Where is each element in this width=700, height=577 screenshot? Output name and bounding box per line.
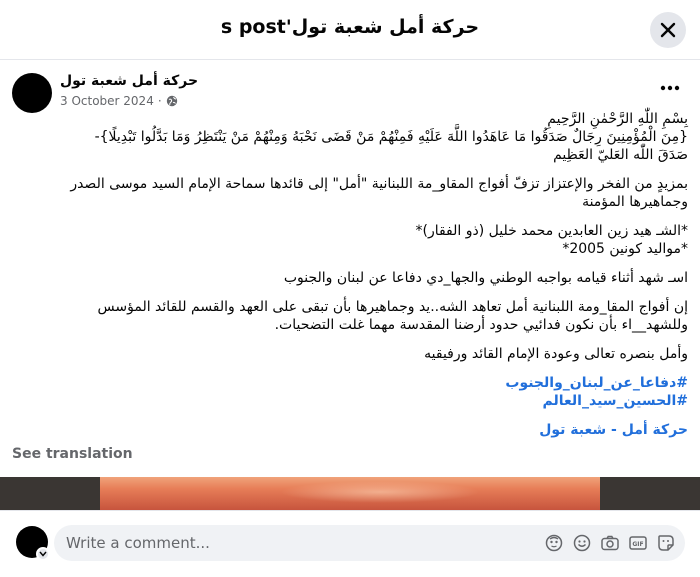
hashtag-link[interactable]: #الحسين_سيد_العالم (542, 393, 688, 409)
paragraph-prayer (14, 345, 688, 363)
sticker-icon[interactable] (657, 533, 675, 553)
page-tag-link[interactable]: حركة أمل - شعبة تول (539, 422, 688, 438)
pledge-line-2: وللشهد__اء بأن نكون فدائيي حدود أرضنا المقدسة مهما غلت التضحيات. (274, 317, 688, 333)
paragraph-quran (14, 110, 688, 164)
paragraph-martyrdom (14, 269, 688, 287)
close-button[interactable] (650, 12, 686, 48)
avatar-sticker-icon[interactable] (545, 533, 563, 553)
post-body (14, 110, 688, 450)
paragraph-announcement (14, 175, 688, 211)
paragraph-hashtags (14, 374, 688, 410)
author-avatar[interactable] (12, 73, 52, 113)
martyrdom-line: اسـ شهد أثناء قيامه بواجبه الوطني والجها_دي دفاعا عن لبنان والجنوب (283, 270, 688, 286)
hashtag-link[interactable]: #دفاعا_عن_لبنان_والجنوب (505, 375, 688, 391)
see-translation-link[interactable]: See translation (12, 446, 133, 462)
modal-title: حركة أمل شعبة تول's post (220, 16, 480, 38)
globe-icon[interactable] (166, 95, 178, 107)
chevron-down-icon (39, 551, 47, 557)
announcement-line-1: بمزيدٍ من الفخر والإعتزاز تزفّ أفواج المقاو_مة اللبنانية "أمل" إلى قائدها سماحة الإمام السيد موسى الصدر (70, 176, 688, 192)
modal-header (0, 0, 700, 60)
profile-switch-button[interactable] (36, 547, 50, 561)
birth-line: *مواليد كونين 2005* (562, 241, 688, 257)
paragraph-tag (14, 421, 688, 439)
comment-bar (0, 510, 700, 577)
post-date[interactable]: 3 October 2024 (60, 94, 154, 108)
paragraph-name (14, 222, 688, 258)
prayer-line: وأمل بنصره تعالى وعودة الإمام القائد ورفيقيه (424, 346, 688, 362)
gif-icon[interactable] (629, 533, 647, 553)
author-name[interactable]: حركة أمل شعبة تول (60, 73, 199, 89)
close-icon (660, 22, 676, 38)
comment-tools (545, 533, 675, 553)
emoji-icon[interactable] (573, 533, 591, 553)
post-meta (60, 94, 178, 108)
verse-line: {مِنَ الْمُؤْمِنِينَ رِجَالٌ صَدَقُوا مَا عَاهَدُوا اللَّهَ عَلَيْهِ فَمِنْهُمْ مَنْ قَضَى نَحْبَهُ وَمِنْهُمْ مَنْ يَنْتَظِرُ وَمَا بَدَّلُوا تَبْدِيلًا}- (94, 129, 688, 145)
svg-text:GIF: GIF (632, 541, 644, 548)
post-media[interactable] (0, 477, 700, 510)
pledge-line-1: إن أفواج المقا_ومة اللبنانية أمل تعاهد الشه..يد وجماهيرها بأن تبقى على العهد والقسم للقائد المؤسس (97, 299, 688, 315)
comment-input[interactable] (66, 525, 536, 561)
camera-icon[interactable] (601, 533, 619, 553)
comment-box[interactable] (54, 525, 685, 561)
more-options-button[interactable] (658, 78, 682, 98)
more-horizontal-icon (660, 85, 680, 91)
meta-separator: · (157, 94, 162, 108)
paragraph-pledge (14, 298, 688, 334)
sadaqa-line: صَدَقَ اللّٰه العَليّ العَظِيم (553, 147, 688, 163)
announcement-line-2: وجماهيرها المؤمنة (582, 194, 688, 210)
post-image[interactable] (100, 477, 600, 510)
name-line: *الشـ هيد زين العابدين محمد خليل (ذو الفقار)* (415, 223, 688, 239)
basmala-line: بِسْمِ اللّٰهِ الرَّحْمٰنِ الرَّحِيمِ (547, 111, 688, 127)
